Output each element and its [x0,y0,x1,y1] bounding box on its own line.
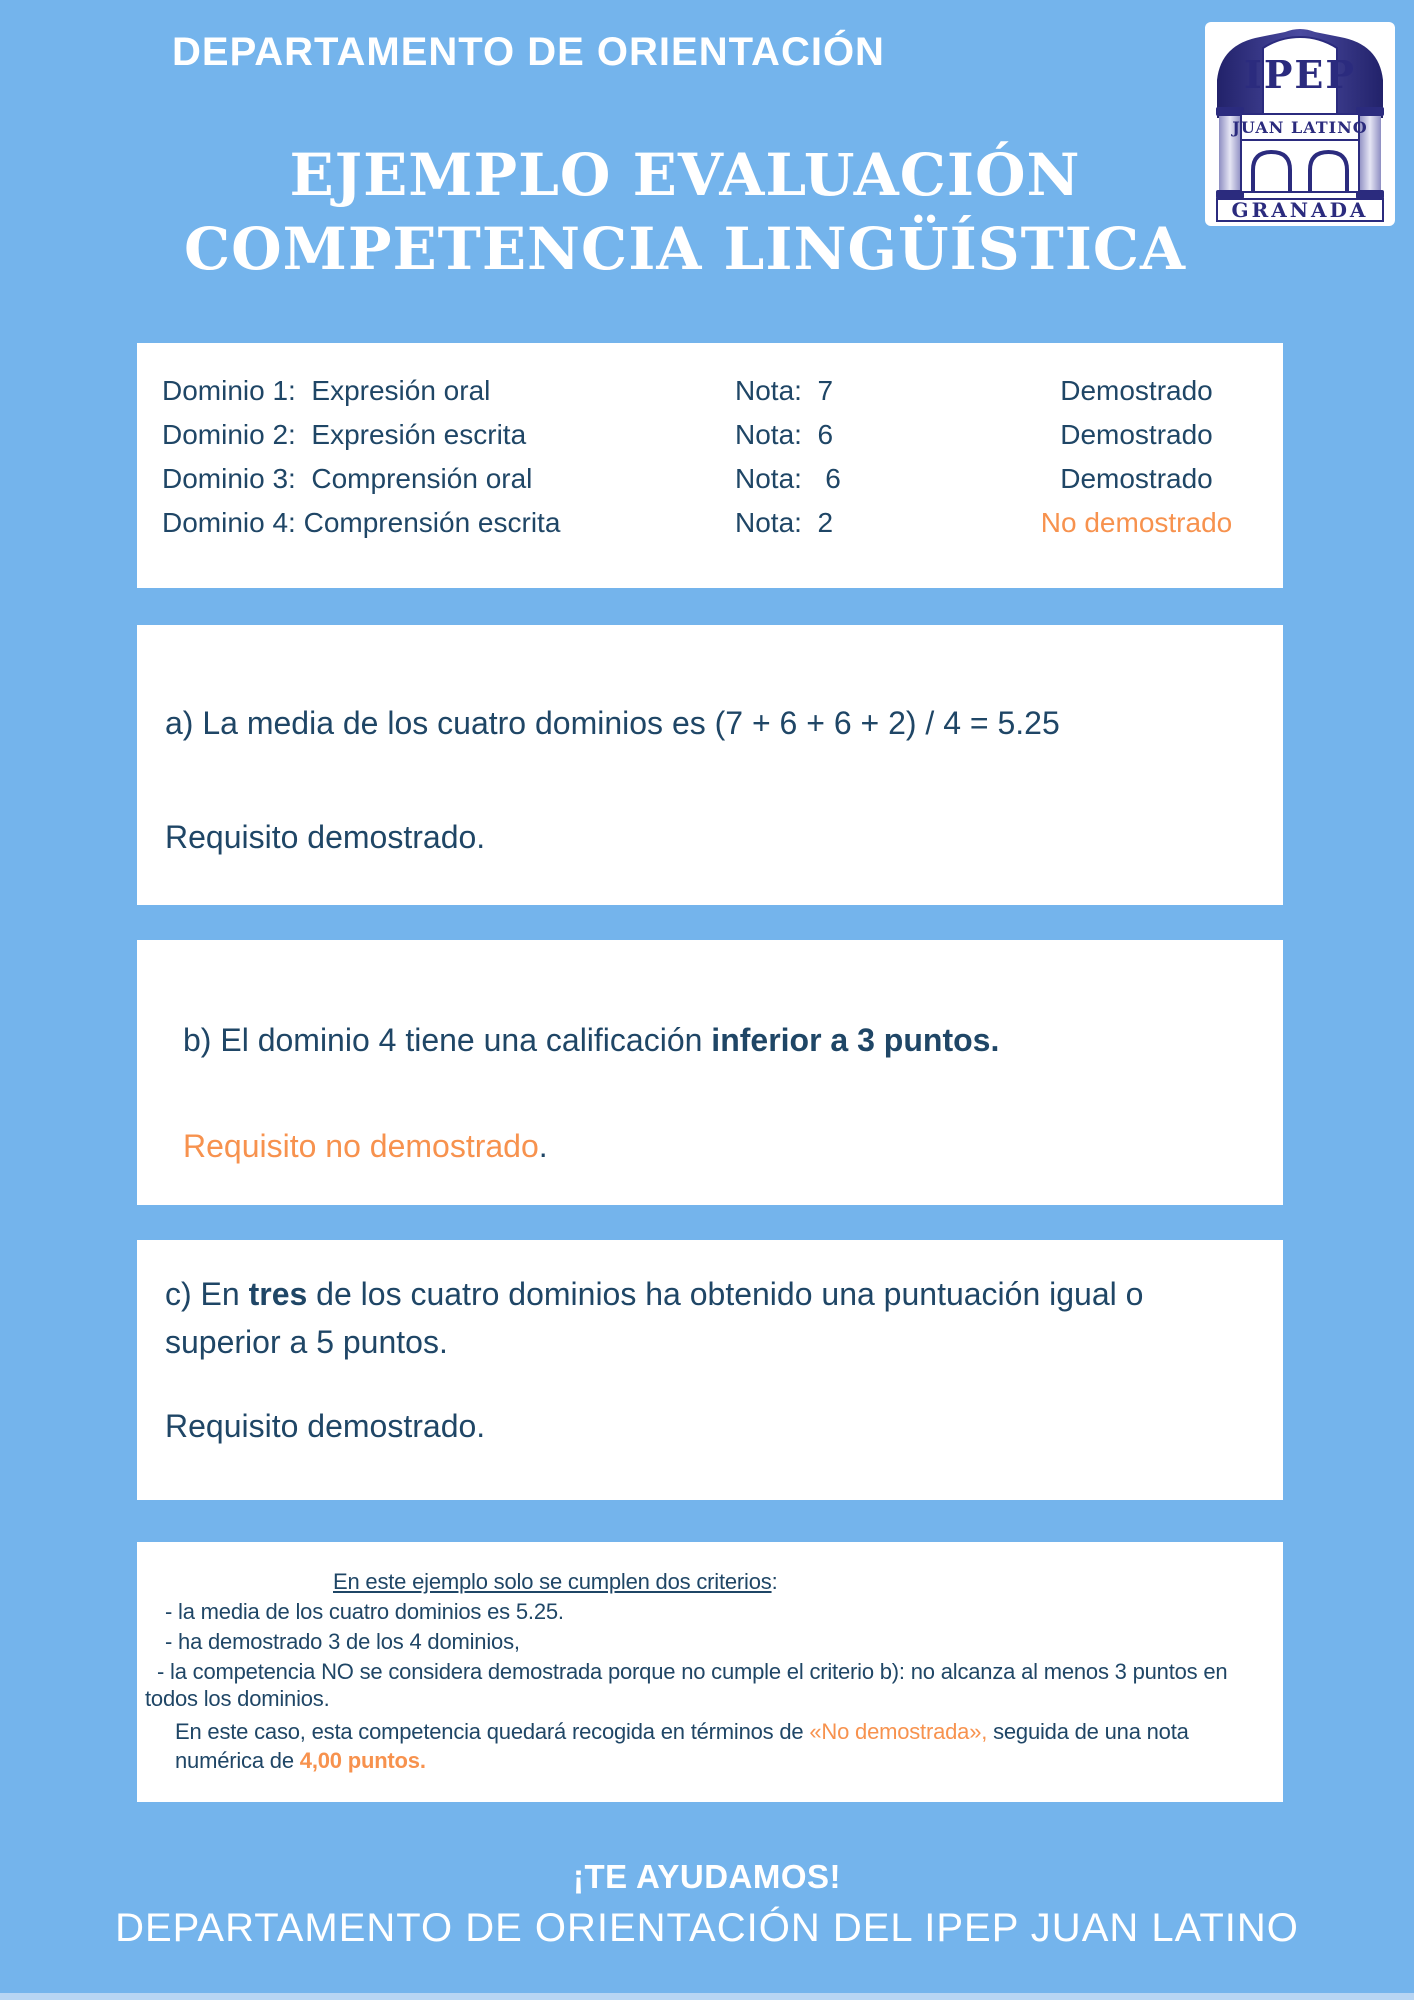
domain-status: Demostrado [1060,463,1213,494]
domains-card [137,343,1283,588]
summary-item: - la media de los cuatro dominios es 5.25. [165,1599,564,1624]
criterion-a-result: Requisito demostrado. [165,819,486,855]
poster-title [40,138,1330,286]
domain-label: Dominio 2: Expresión escrita [162,419,527,450]
domain-grade: Nota: 6 [735,463,841,494]
criterion-b-result [183,1124,1253,1168]
domain-grade: Nota: 6 [735,419,834,450]
bottom-edge-strip [0,1993,1414,2000]
footer-department: DEPARTAMENTO DE ORIENTACIÓN DEL IPEP JUAN LATINO [115,1906,1299,1950]
criterion-b-card [137,940,1283,1205]
criterion-c-statement-bold: tres [248,1276,308,1312]
footer-slogan: ¡TE AYUDAMOS! [572,1858,842,1895]
domain-grade: Nota: 2 [735,507,834,538]
criterion-b-statement-normal: b) El dominio 4 tiene una calificación [183,1022,712,1058]
department-heading: DEPARTAMENTO DE ORIENTACIÓN [172,30,885,74]
logo-name: JUAN LATINO [1232,118,1368,137]
summary-item: - ha demostrado 3 de los 4 dominios, [165,1629,520,1654]
domain-label: Dominio 1: Expresión oral [162,375,491,406]
summary-conclusion-middle: seguida de una nota numérica de [175,1719,1189,1773]
criterion-c-card [137,1240,1283,1500]
domain-row [162,413,1283,457]
criterion-b-statement [183,1018,1253,1062]
criterion-c-result: Requisito demostrado. [165,1408,486,1444]
criterion-a-statement: a) La media de los cuatro dominios es (7 + 6 + 6 + 2) / 4 = 5.25 [165,705,1060,741]
domain-status: Demostrado [1060,375,1213,406]
summary-conclusion-highlight: «No demostrada», [809,1719,988,1744]
summary-conclusion [175,1717,1261,1775]
domain-label: Dominio 3: Comprensión oral [162,463,533,494]
criterion-c-statement [165,1270,1247,1366]
summary-item: - la competencia NO se considera demostrada porque no cumple el criterio b): no alcanza al menos 3 puntos en todos los dominios. [145,1659,1228,1711]
domain-row [162,501,1283,545]
summary-card [137,1542,1283,1802]
domain-grade: Nota: 7 [735,375,834,406]
domain-label: Dominio 4: Comprensión escrita [162,507,561,538]
footer [0,1858,1414,1952]
criterion-c-statement-suffix: de los cuatro dominios ha obtenido una puntuación igual o superior a 5 puntos. [165,1276,1144,1360]
summary-conclusion-prefix: En este caso, esta competencia quedará recogida en términos de [175,1719,810,1744]
domain-status: Demostrado [1060,419,1213,450]
criterion-b-result-text: Requisito no demostrado [183,1128,539,1164]
poster-title-line2: COMPETENCIA LINGÜÍSTICA [183,215,1187,283]
criterion-b-result-period: . [538,1128,548,1164]
criterion-a-card [137,625,1283,905]
summary-title [333,1568,1271,1595]
criterion-b-statement-bold: inferior a 3 puntos. [711,1022,1000,1058]
summary-title-text: En este ejemplo solo se cumplen dos criterios [333,1569,772,1594]
criterion-c-statement-prefix: c) En [165,1276,249,1312]
domain-row [162,369,1283,413]
summary-conclusion-grade: 4,00 puntos. [299,1748,426,1773]
domain-status: No demostrado [1040,507,1233,538]
logo-acronym: IPEP [1244,52,1356,97]
logo-city: GRANADA [1231,198,1369,222]
domain-row [162,457,1283,501]
poster-title-line1: EJEMPLO EVALUACIÓN [289,141,1081,209]
summary-title-colon: : [771,1569,778,1594]
